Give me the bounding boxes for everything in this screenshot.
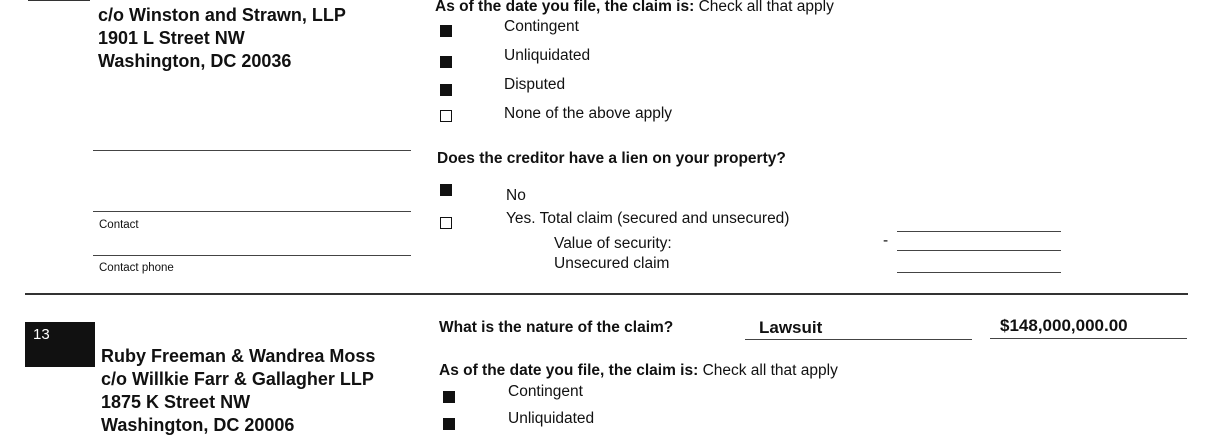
claim-12-status-suffix: Check all that apply xyxy=(698,0,834,15)
option-13-contingent: Contingent xyxy=(508,383,583,400)
top-divider-stub xyxy=(28,0,90,1)
address-underline xyxy=(93,150,411,151)
amount-field-underline xyxy=(990,338,1187,339)
checkbox-13-unliquidated[interactable] xyxy=(443,418,455,430)
lien-question-text: Does the creditor have a lien on your property? xyxy=(437,150,786,167)
value-of-security-field[interactable] xyxy=(897,250,1061,251)
claim-13-nature-question xyxy=(439,319,673,337)
checkbox-lien-yes[interactable] xyxy=(440,217,452,229)
security-dash: - xyxy=(883,232,889,249)
claim-13-nature-value: Lawsuit xyxy=(759,318,823,337)
claim-12-status-question xyxy=(435,0,834,16)
contact-underline xyxy=(93,211,411,212)
checkbox-13-contingent[interactable] xyxy=(443,391,455,403)
option-disputed: Disputed xyxy=(504,76,566,93)
claim-13-amount: $148,000,000.00 xyxy=(1000,316,1128,335)
option-none-apply: None of the above apply xyxy=(504,105,673,122)
contact-phone-label: Contact phone xyxy=(99,262,174,274)
lien-no-label: No xyxy=(506,187,526,204)
creditor-12-address-line-1: c/o Winston and Strawn, LLP xyxy=(98,5,346,25)
unsecured-claim-field[interactable] xyxy=(897,272,1061,273)
value-of-security-label: Value of security: xyxy=(554,235,672,252)
creditor-12-address-line-2: 1901 L Street NW xyxy=(98,28,245,48)
nature-question-text: What is the nature of the claim? xyxy=(439,319,674,336)
claim-13-status-suffix: Check all that apply xyxy=(702,362,838,379)
creditor-13-address-line-4: Washington, DC 20006 xyxy=(101,415,295,435)
claim-12-status-prefix: As of the date you file, the claim is: xyxy=(435,0,695,15)
option-contingent: Contingent xyxy=(504,18,579,35)
checkbox-contingent[interactable] xyxy=(440,25,452,37)
checkbox-disputed[interactable] xyxy=(440,84,452,96)
option-13-unliquidated: Unliquidated xyxy=(508,410,595,427)
lien-question xyxy=(437,150,786,168)
claim-13-status-question xyxy=(439,362,838,380)
nature-field-underline xyxy=(745,339,972,340)
total-claim-field[interactable] xyxy=(897,231,1061,232)
creditor-12-address-line-3: Washington, DC 20036 xyxy=(98,51,292,71)
section-divider xyxy=(25,293,1188,295)
claim-13-status-prefix: As of the date you file, the claim is: xyxy=(439,362,699,379)
checkbox-unliquidated[interactable] xyxy=(440,56,452,68)
creditor-13-address-line-1: Ruby Freeman & Wandrea Moss xyxy=(101,346,376,366)
checkbox-lien-no[interactable] xyxy=(440,184,452,196)
creditor-13-address-line-2: c/o Willkie Farr & Gallagher LLP xyxy=(101,369,374,389)
checkbox-none-apply[interactable] xyxy=(440,110,452,122)
creditor-13-number-badge: 13 xyxy=(25,322,95,367)
option-unliquidated: Unliquidated xyxy=(504,47,591,64)
contact-phone-underline xyxy=(93,255,411,256)
creditor-13-address-line-3: 1875 K Street NW xyxy=(101,392,251,412)
unsecured-claim-label: Unsecured claim xyxy=(554,255,670,272)
contact-label: Contact xyxy=(99,219,139,231)
lien-yes-label: Yes. Total claim (secured and unsecured) xyxy=(506,210,790,227)
